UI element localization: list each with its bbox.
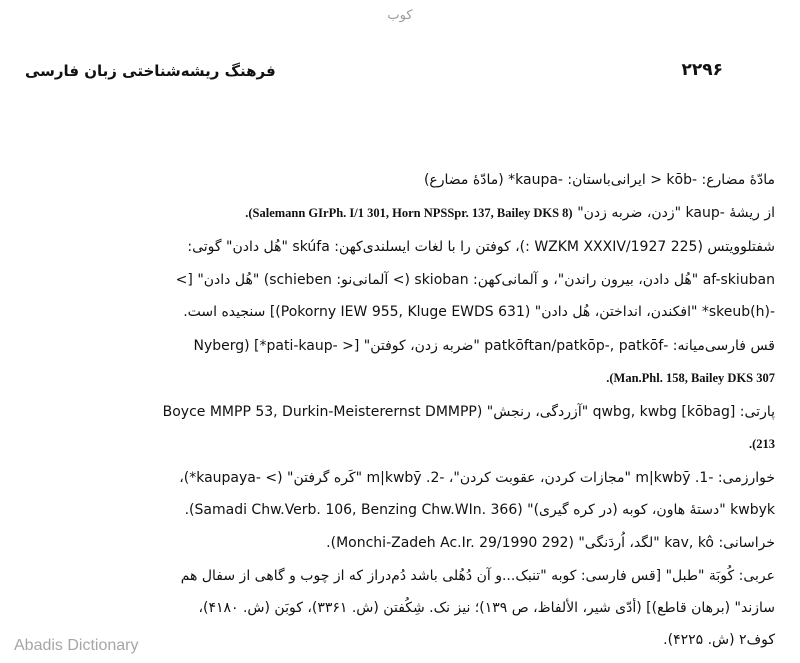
entry-line-11 [25,500,775,520]
line-text: عربی: کُوبَة "طبل" [قس فارسی: کوبه "تنبک...و آن دُهُلی باشد دُم‌دراز که از چوب و گاهی از سفال هم [180,568,775,584]
entry-line-13 [25,566,775,586]
line-text: از ریشهٔ -kaup "زدن، ضربه زدن" [577,205,775,221]
line-text: kwbyk "دستهٔ هاون، کوبه (در کره گیری)" (Samadi Chw.Verb. 106, Benzing Chw.WIn. 366). [184,502,775,518]
running-head [25,62,775,86]
line-text: مادّهٔ مضارع: -kōb < ایرانی‌باستان: -kaupa* (مادّهٔ مضارع) [423,172,775,188]
entry-word-title: کوب [387,8,413,23]
line-text: -skeub(h)* "افکندن، انداختن، هُل دادن" (Pokorny IEW 955, Kluge EWDS 631)] سنجیده است. [183,304,775,320]
entry-line-10 [25,468,775,488]
entry-line-9 [25,434,775,454]
citation: Man.Phl. 158, Bailey DKS 307). [606,371,775,385]
site-watermark: Abadis Dictionary [14,637,139,654]
line-text: پارتی: qwbg, kwbg [kōbag] "آزردگی، رنجش" (Boyce MMPP 53, Durkin-Meisterernst DMMPP [162,404,775,420]
line-text: af-skiuban "هُل دادن، بیرون راندن"، و آلمانی‌کهن: skioban (> آلمانی‌نو: schieben) "هُل دادن" [> [175,272,775,288]
line-text: سازند" (برهان قاطع)] (أدّی شیر، الألفاظ، ص ۱۳۹)؛ نیز نک. شِکُفتن (ش. ۳۳۶۱)، کوبَن (ش. ۴۱۸۰)، [198,600,775,616]
entry-line-4 [25,270,775,290]
entry-line-8 [25,402,775,422]
book-title: فرهنگ ریشه‌شناختی زبان فارسی [25,62,276,80]
line-text: شفتلوویتس (WZKM XXXIV/1927 225 :)، کوفتن را با لغات ایسلندی‌کهن: skúfa "هُل دادن" گوتی: [187,239,775,255]
line-text: قس فارسی‌میانه: -patkōftan/patkōp-, patkōf "ضربه زدن، کوفتن" [< -pati-kaup*] (Nyberg [193,338,775,354]
line-text: خوارزمی: -1. m|kwbȳ "مجازات کردن، عقوبت کردن"، -2. m|kwbȳ "کَره گرفتن" (> -kaupaya*)، [179,470,775,486]
entry-line-2 [25,203,775,223]
entry-line-12 [25,533,775,553]
entry-line-5 [25,302,775,322]
entry-line-1 [25,170,775,190]
page-number: ۲۲۹۶ [681,60,723,80]
entry-line-14 [25,598,775,618]
entry-line-3 [25,237,775,257]
entry-line-7 [25,368,775,388]
line-text: کوف۲ (ش. ۴۲۲۵). [663,632,775,648]
entry-line-6 [25,336,775,356]
citation: (Salemann GIrPh. I/1 301, Horn NPSSpr. 137, Bailey DKS 8). [245,206,573,220]
citation: 213). [748,437,775,451]
line-text: خراسانی: kav, kô "لگد، اُردَنگی" (Monchi-Zadeh Ac.Ir. 29/1990 292). [326,535,775,551]
